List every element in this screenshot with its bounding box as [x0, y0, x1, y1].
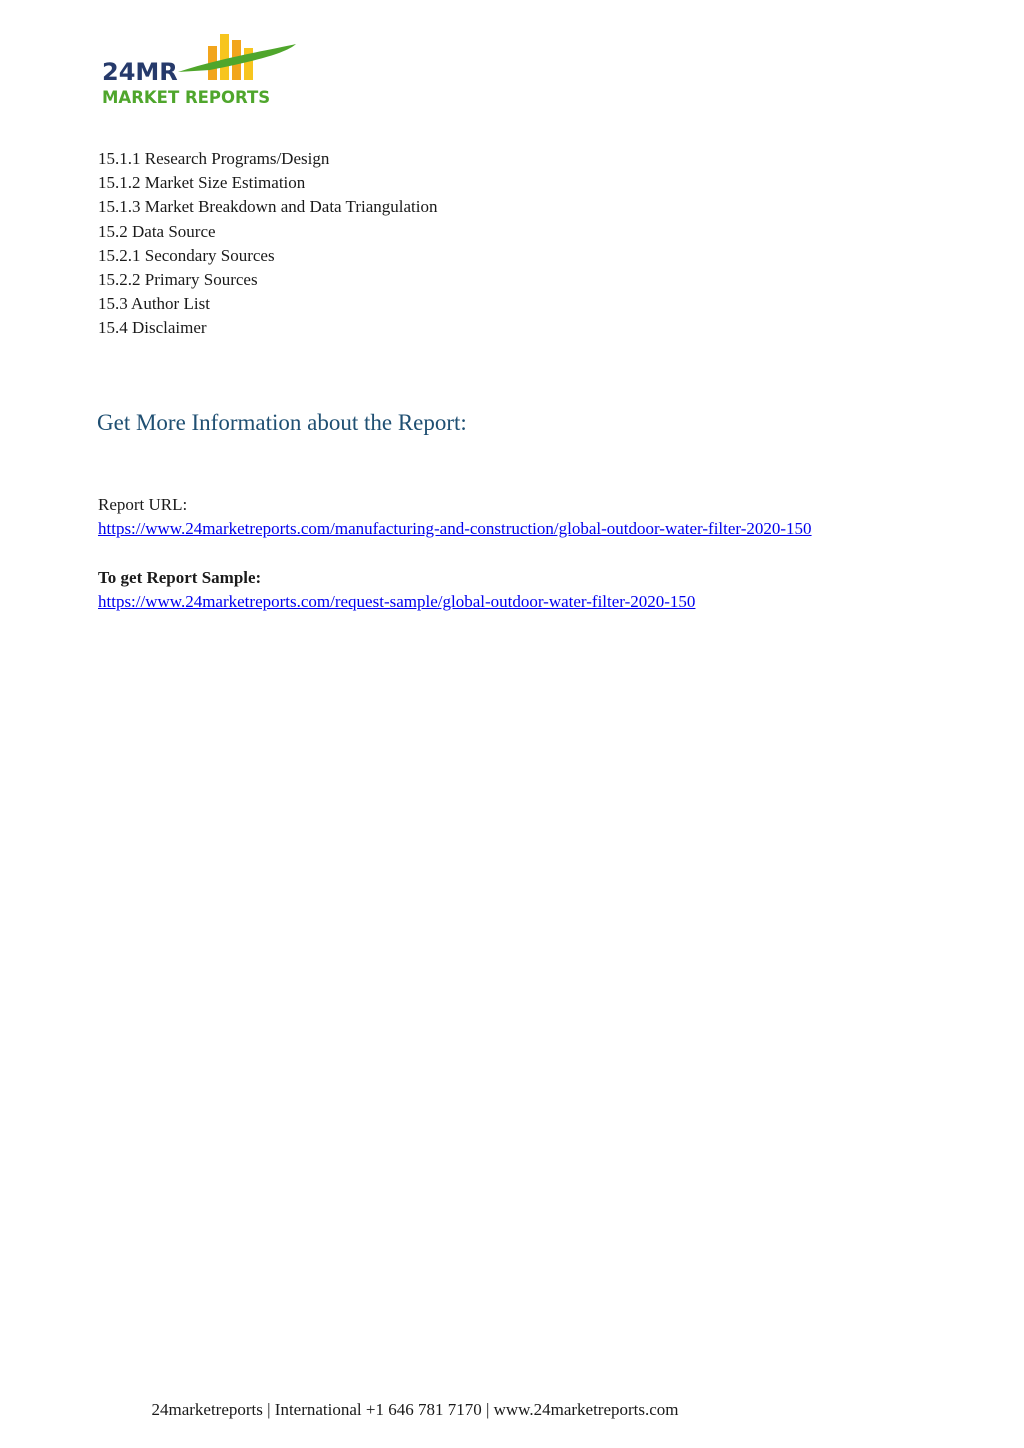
report-sample-link[interactable]: https://www.24marketreports.com/request-sample/global-outdoor-water-filter-2020-150 — [98, 592, 696, 611]
toc-item: 15.1.1 Research Programs/Design — [98, 149, 330, 168]
logo-text-24mr: 24MR — [102, 58, 178, 86]
report-url-label: Report URL: — [98, 495, 188, 514]
brand-logo — [100, 28, 310, 108]
logo-graphic — [100, 28, 310, 108]
toc-item: 15.3 Author List — [98, 294, 210, 314]
toc-item: 15.1.3 Market Breakdown and Data Triangulation — [98, 197, 438, 217]
report-sample-section — [98, 566, 695, 614]
logo-bar-2 — [220, 34, 229, 80]
logo-text-market-reports: MARKET REPORTS — [102, 88, 271, 107]
report-url-section — [98, 493, 812, 541]
report-url-link[interactable]: https://www.24marketreports.com/manufacturing-and-construction/global-outdoor-water-filter-2020-150 — [98, 519, 812, 538]
page-footer: 24marketreports | International +1 646 781 7170 | www.24marketreports.com — [151, 1400, 679, 1419]
toc-item: 15.2.2 Primary Sources — [98, 270, 258, 290]
report-sample-label: To get Report Sample: — [98, 568, 262, 587]
toc-item: 15.1.2 Market Size Estimation — [98, 173, 306, 193]
toc-item: 15.2 Data Source — [98, 221, 216, 241]
table-of-contents — [98, 147, 437, 341]
toc-item: 15.2.1 Secondary Sources — [98, 245, 275, 265]
logo-bar-4 — [244, 48, 253, 80]
more-info-heading: Get More Information about the Report: — [97, 410, 467, 435]
toc-item: 15.4 Disclaimer — [98, 318, 207, 338]
